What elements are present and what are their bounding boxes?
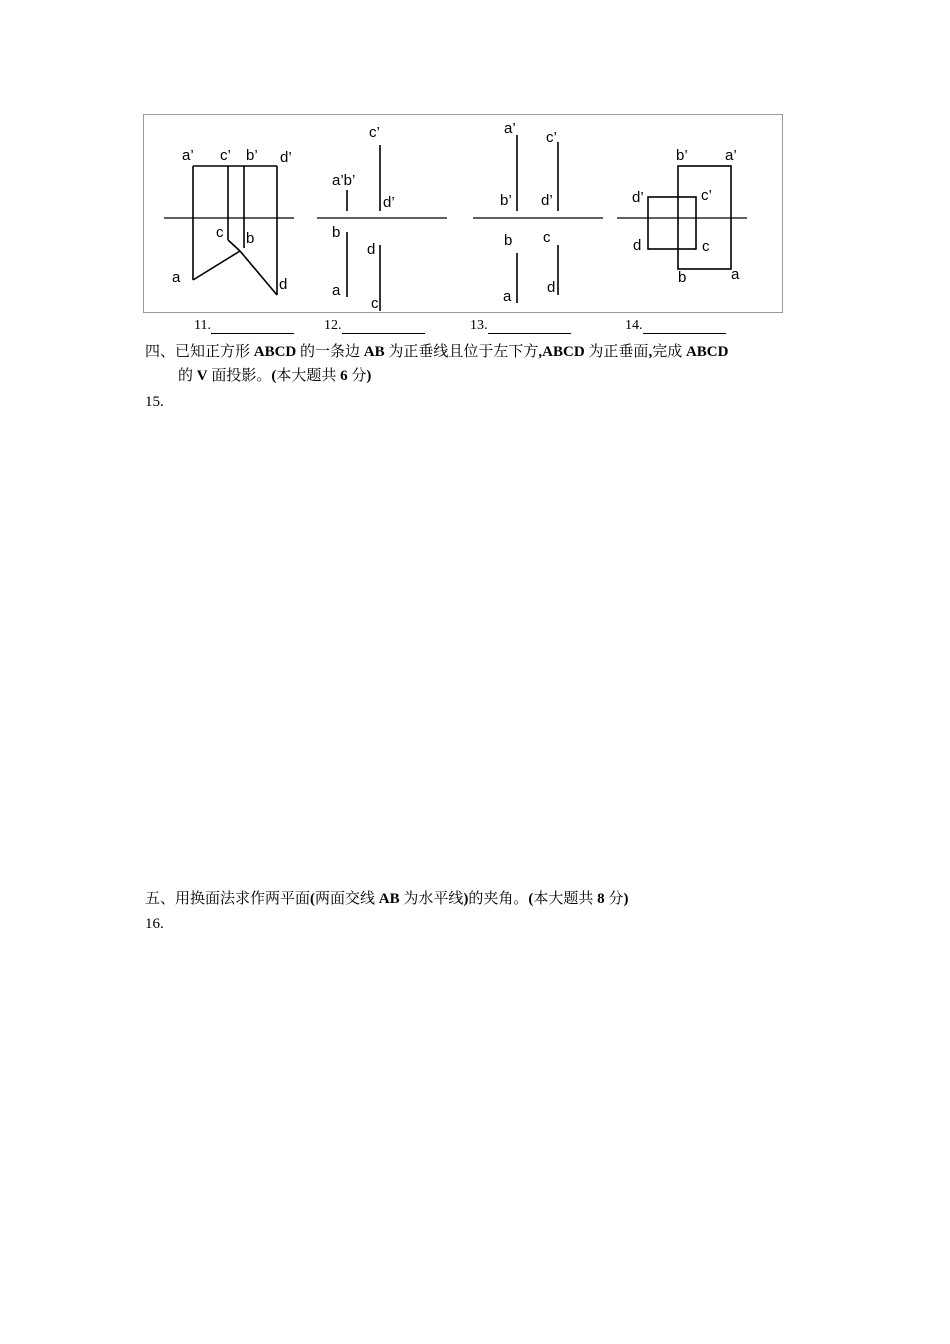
label-a-prime: a’ [182, 147, 194, 164]
label-d: d [367, 241, 376, 258]
answer-blank-13[interactable] [470, 318, 571, 334]
figure-11 [164, 147, 294, 295]
projection-drawings [144, 115, 784, 314]
label-b-prime: b’ [500, 192, 512, 209]
label-a: a [172, 269, 181, 286]
label-b-prime: b’ [246, 147, 258, 164]
label-d-prime: d’ [541, 192, 553, 209]
answer-blank-12[interactable] [324, 318, 425, 334]
label-c: c [702, 238, 710, 255]
label-a-prime: a’ [725, 147, 737, 164]
answer-line[interactable] [211, 318, 294, 334]
label-c: c [543, 229, 551, 246]
figure-13 [473, 120, 603, 305]
label-c-prime: c’ [220, 147, 231, 164]
label-d-prime: d’ [280, 149, 292, 166]
question-4-line-2: 的 V 面投影。(本大题共 6 分) [178, 368, 372, 384]
label-a: a [731, 266, 740, 283]
answer-blank-14[interactable] [625, 318, 726, 334]
label-d: d [547, 279, 556, 296]
label-c: c [216, 224, 224, 241]
label-d-prime: d’ [632, 189, 644, 206]
label-b: b [246, 230, 255, 247]
label-c: c [371, 295, 379, 312]
label-b-prime: b’ [676, 147, 688, 164]
label-ab-prime: a’b’ [332, 172, 356, 189]
question-5-line-1: 五、用换面法求作两平面(两面交线 AB 为水平线)的夹角。(本大题共 8 分) [145, 891, 629, 907]
figure-14 [617, 147, 747, 286]
label-c-prime: c’ [701, 187, 712, 204]
question-16-number: 16. [145, 916, 164, 932]
label-a-prime: a’ [504, 120, 516, 137]
label-c-prime: c’ [369, 124, 380, 141]
label-c-prime: c’ [546, 129, 557, 146]
label-d-prime: d’ [383, 194, 395, 211]
question-5 [145, 887, 825, 911]
label-b: b [678, 269, 687, 286]
answer-line[interactable] [488, 318, 571, 334]
question-15-number: 15. [145, 394, 164, 410]
question-4-line-1: 四、已知正方形 ABCD 的一条边 AB 为正垂线且位于左下方,ABCD 为正垂面,完成 ABCD [145, 344, 729, 360]
answer-line[interactable] [643, 318, 726, 334]
label-a: a [503, 288, 512, 305]
label-a: a [332, 282, 341, 299]
label-d: d [633, 237, 642, 254]
answer-blank-11[interactable] [194, 318, 294, 334]
answer-number: 12. [324, 318, 342, 333]
answer-number: 13. [470, 318, 488, 333]
label-d: d [279, 276, 288, 293]
label-b: b [504, 232, 513, 249]
answer-number: 14. [625, 318, 643, 333]
figure-12 [317, 124, 447, 312]
answer-number: 11. [194, 318, 211, 333]
label-b: b [332, 224, 341, 241]
question-4 [145, 340, 825, 388]
projection-figures [143, 114, 783, 313]
answer-line[interactable] [342, 318, 425, 334]
